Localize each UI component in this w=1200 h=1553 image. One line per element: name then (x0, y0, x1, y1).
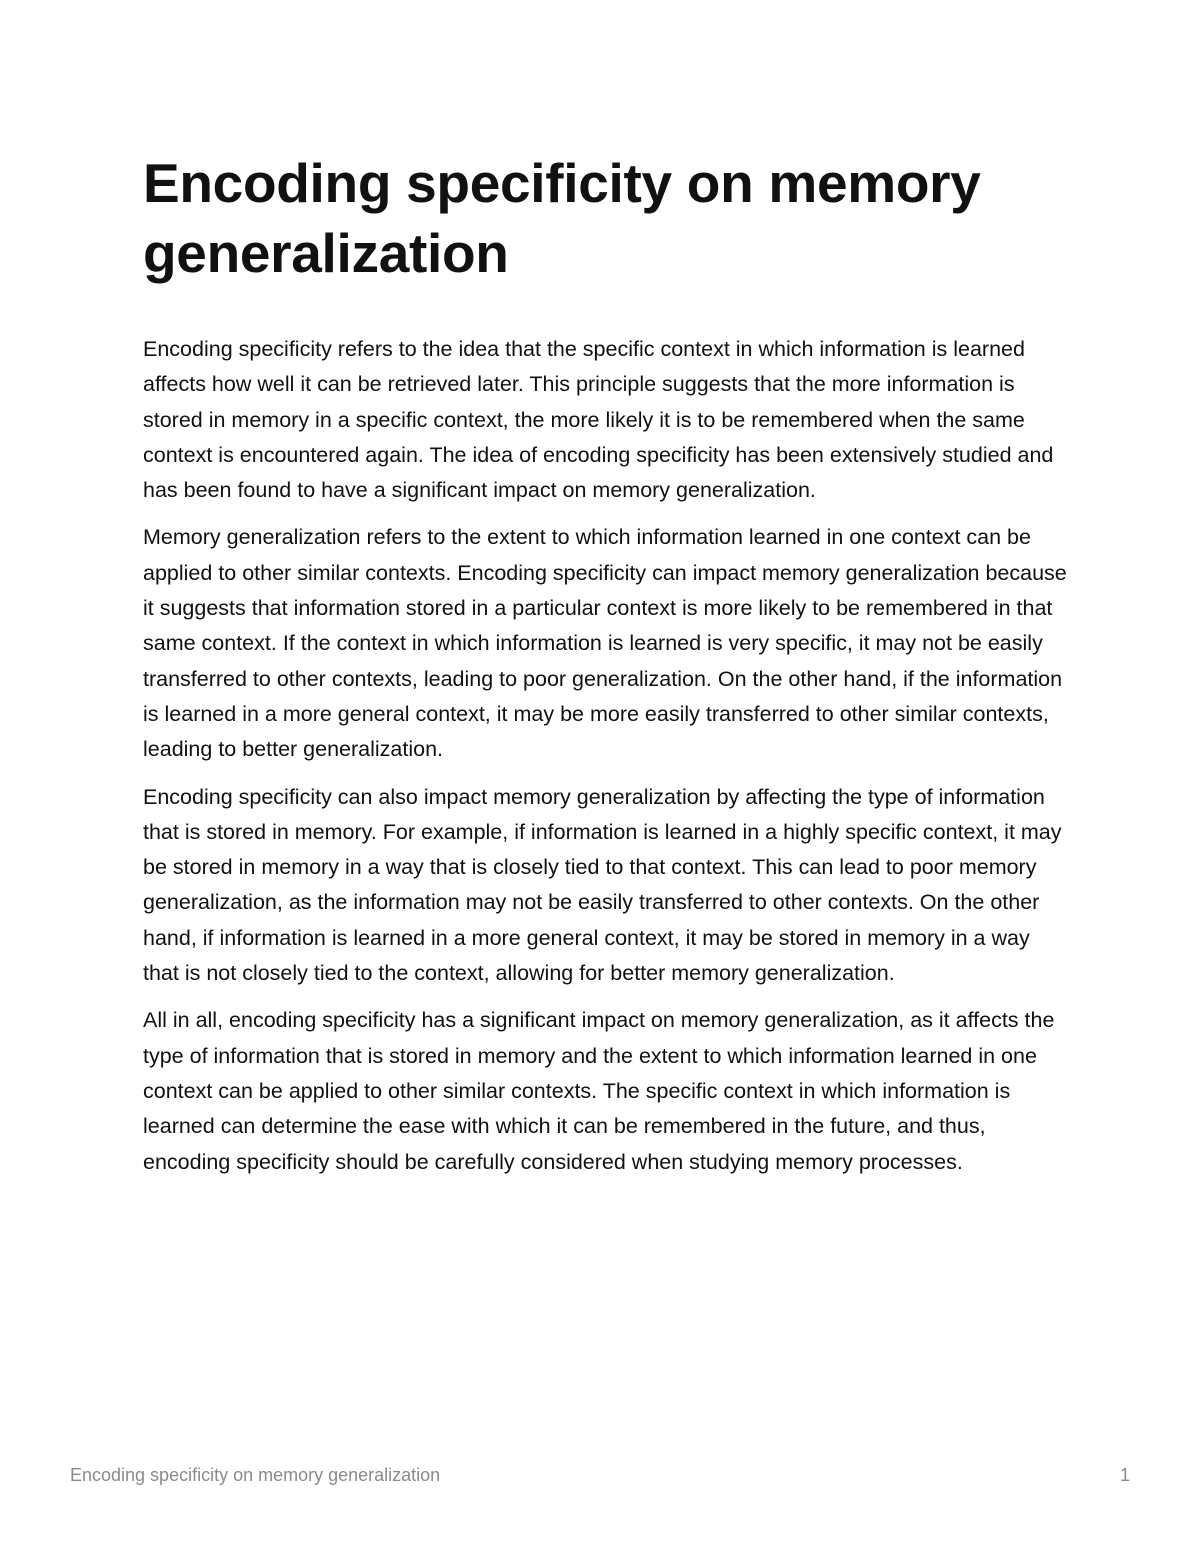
paragraph: Encoding specificity can also impact memory generalization by affecting the type of information that is stored in memory. For example, if information is learned in a highly specific context, it may be stored in memory in a way that is closely tied to that context. This can lead to poor memory generalization, as the information may not be easily transferred to other contexts. On the other hand, if information is learned in a more general context, it may be stored in memory in a way that is not closely tied to the context, allowing for better memory generalization. (143, 784, 1062, 986)
page-content (143, 148, 1068, 1192)
footer-title: Encoding specificity on memory generalization (70, 1465, 441, 1485)
document-title: Encoding specificity on memory generalization (143, 152, 981, 284)
page-footer (70, 1465, 1130, 1495)
paragraph: Memory generalization refers to the extent to which information learned in one context can be applied to other similar contexts. Encoding specificity can impact memory generalization because it suggests that information stored in a particular context is more likely to be remembered in that same context. If the context in which information is learned is very specific, it may not be easily transferred to other contexts, leading to poor generalization. On the other hand, if the information is learned in a more general context, it may be more easily transferred to other similar contexts, leading to better generalization. (143, 525, 1067, 762)
document-body (143, 332, 1068, 1180)
paragraph: All in all, encoding specificity has a significant impact on memory generalization, as it affects the type of information that is stored in memory and the extent to which information learned in one context can be applied to other similar contexts. The specific context in which information is learned can determine the ease with which it can be remembered in the future, and thus, encoding specificity should be carefully considered when studying memory processes. (143, 1008, 1055, 1174)
page-number: 1 (1119, 1465, 1130, 1485)
paragraph: Encoding specificity refers to the idea that the specific context in which information is learned affects how well it can be retrieved later. This principle suggests that the more information is stored in memory in a specific context, the more likely it is to be remembered when the same context is encountered again. The idea of encoding specificity has been extensively studied and has been found to have a significant impact on memory generalization. (143, 337, 1054, 503)
